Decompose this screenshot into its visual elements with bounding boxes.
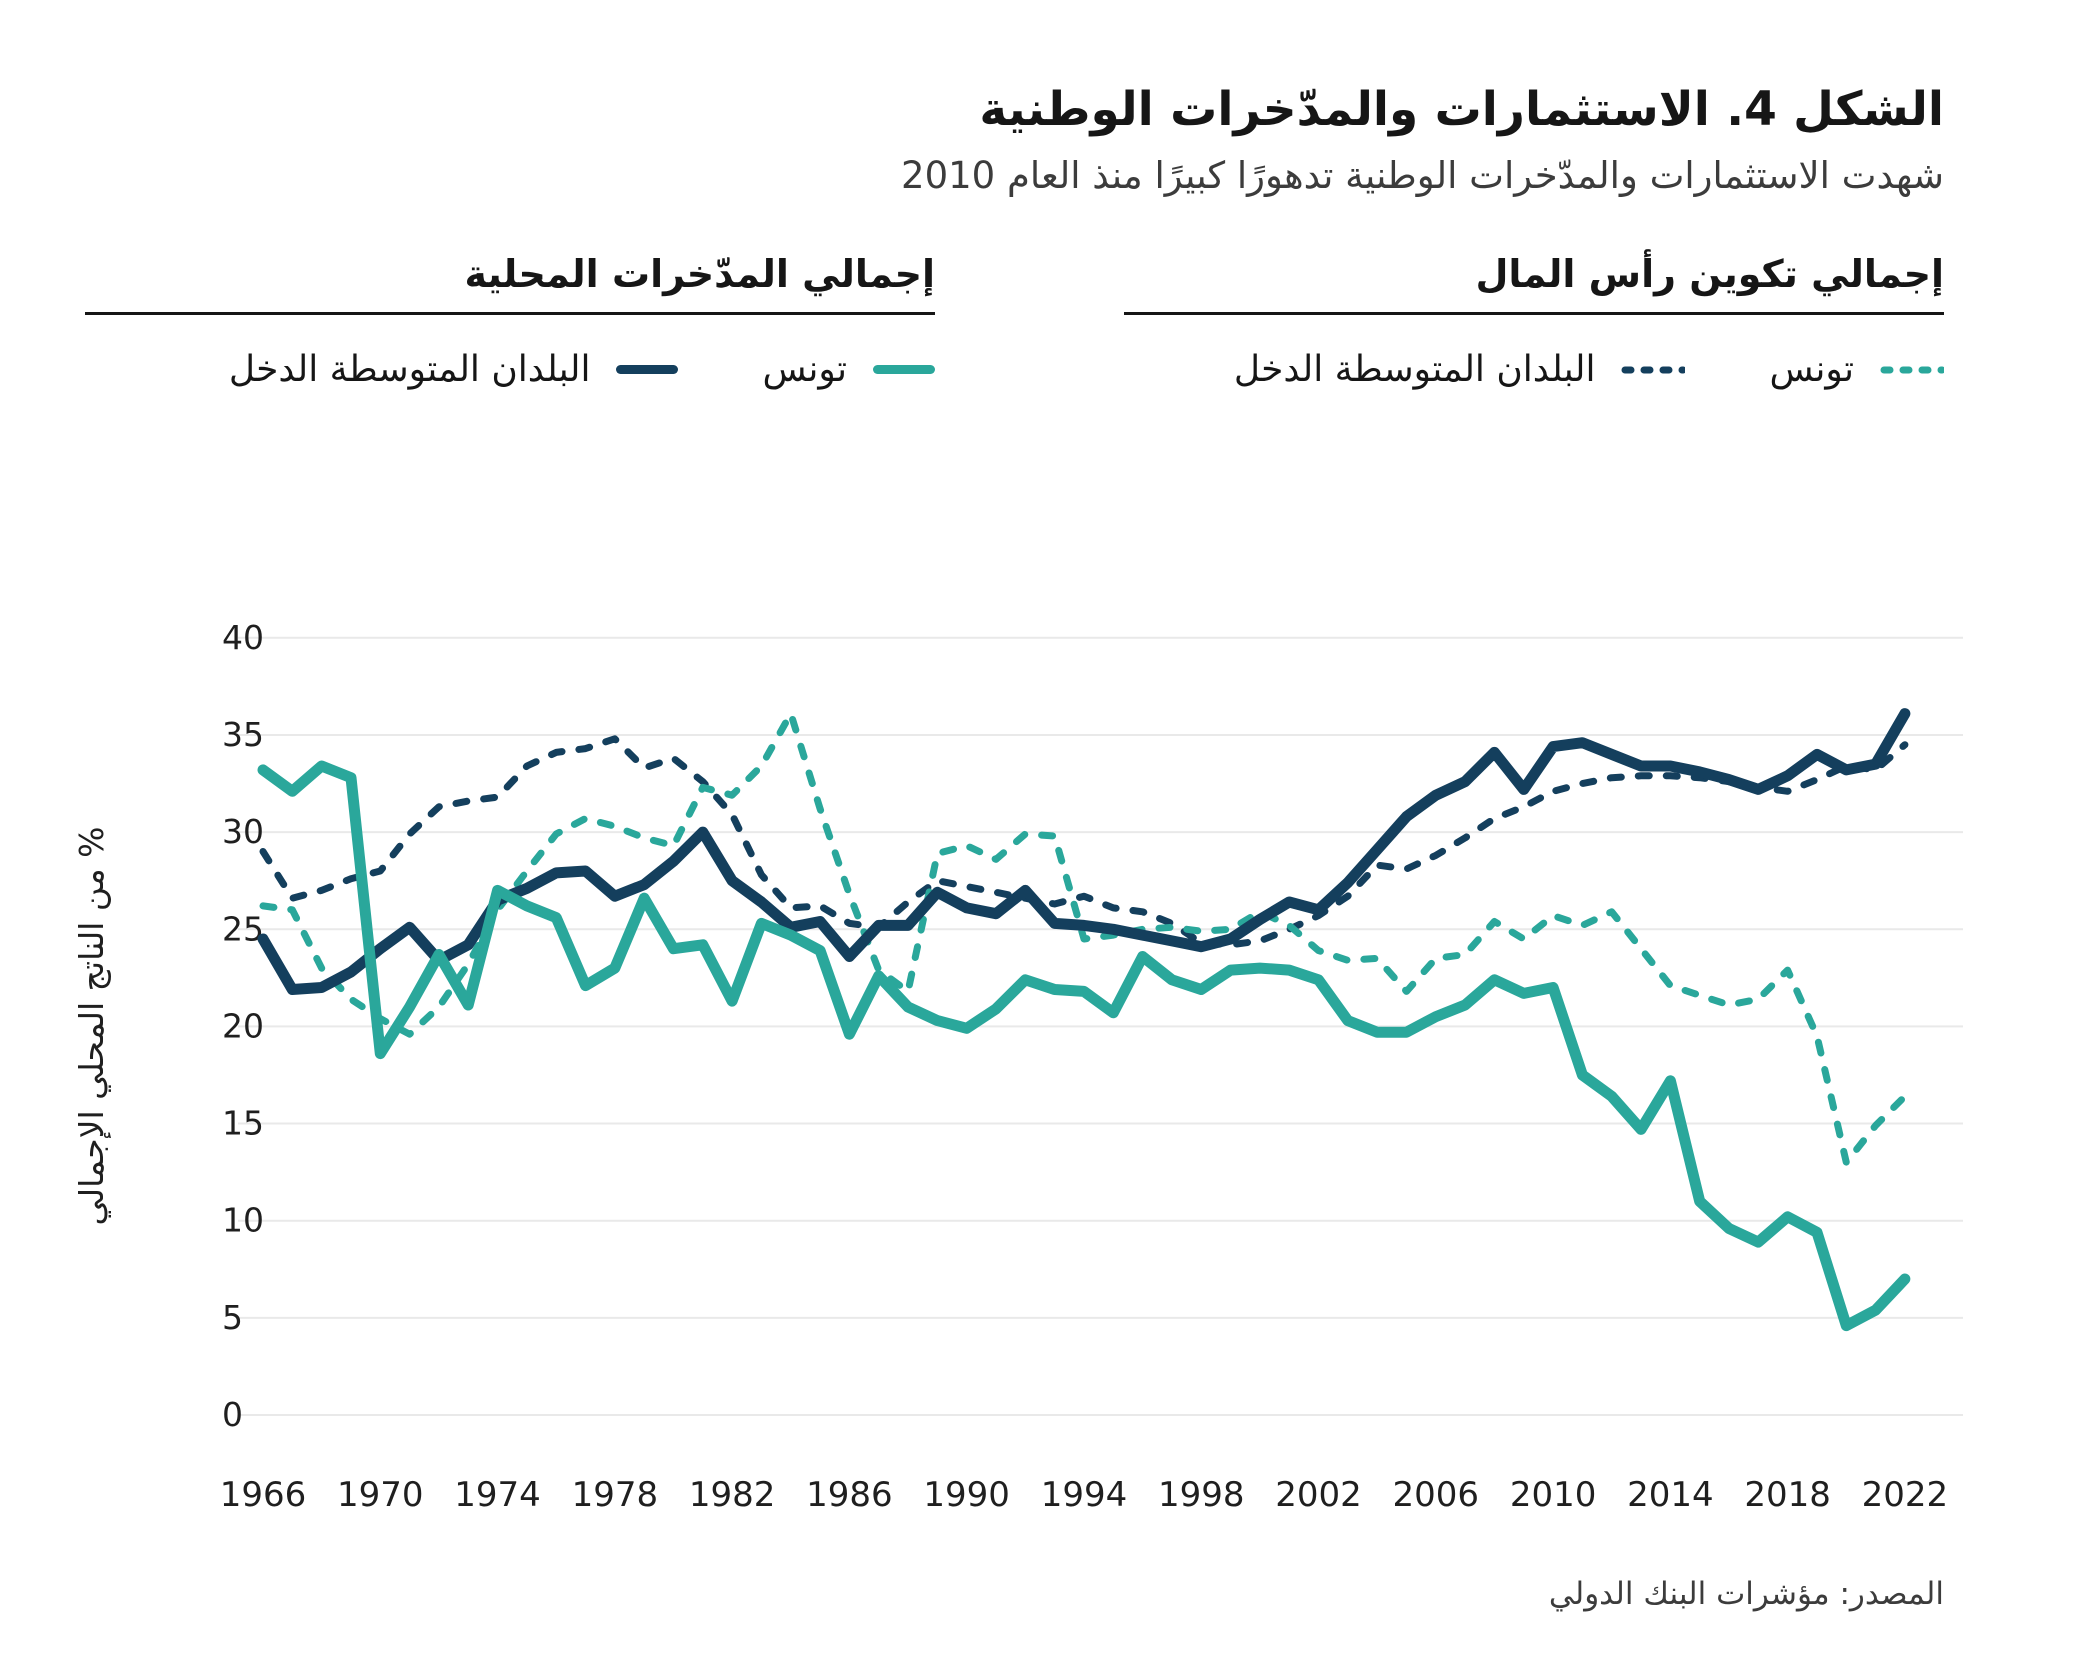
svg-text:2010: 2010 [1509, 1475, 1597, 1515]
figure-title: الشكل 4. الاستثمارات والمدّخرات الوطنية [979, 82, 1944, 138]
svg-text:10: 10 [222, 1200, 264, 1240]
dashed-navy-swatch-icon [1621, 365, 1685, 375]
legend-label-tunisia: تونس [1769, 349, 1854, 390]
legend-label-middle-income: البلدان المتوسطة الدخل [228, 349, 591, 390]
line-tunisia-savings [263, 766, 1905, 1326]
svg-text:20: 20 [222, 1006, 264, 1046]
svg-text:30: 30 [222, 812, 264, 852]
legend-savings-title: إجمالي المدّخرات المحلية [85, 252, 935, 315]
legend-label-middle-income: البلدان المتوسطة الدخل [1233, 349, 1596, 390]
y-axis-tick-labels [222, 618, 264, 1434]
svg-text:25: 25 [222, 909, 264, 949]
dashed-teal-swatch-icon [1880, 365, 1944, 375]
legend-capital-items [1124, 349, 1944, 390]
legend-capital-title: إجمالي تكوين رأس المال [1124, 252, 1944, 315]
svg-text:35: 35 [222, 714, 264, 754]
svg-text:2002: 2002 [1275, 1475, 1362, 1515]
svg-text:1974: 1974 [454, 1475, 541, 1515]
figure-subtitle: شهدت الاستثمارات والمدّخرات الوطنية تدهورًا كبيرًا منذ العام 2010 [901, 154, 1944, 197]
line-mic-savings [263, 714, 1905, 990]
gridlines [238, 638, 1963, 1415]
y-axis-title: % من الناتج المحلي الإجمالي [72, 826, 111, 1226]
x-axis-tick-labels [220, 1475, 1948, 1515]
solid-teal-swatch-icon [873, 365, 935, 374]
source-note: المصدر: مؤشرات البنك الدولي [1548, 1576, 1944, 1612]
svg-text:2022: 2022 [1861, 1475, 1949, 1515]
svg-text:0: 0 [222, 1395, 243, 1434]
svg-text:1998: 1998 [1157, 1475, 1245, 1515]
svg-text:1982: 1982 [688, 1475, 776, 1515]
svg-text:2018: 2018 [1744, 1475, 1831, 1515]
svg-text:2014: 2014 [1627, 1475, 1714, 1515]
svg-text:2006: 2006 [1392, 1475, 1480, 1515]
legend-label-tunisia: تونس [762, 349, 847, 390]
svg-text:5: 5 [222, 1297, 243, 1337]
svg-text:1986: 1986 [806, 1475, 893, 1515]
legend-item-tunisia-savings [762, 349, 935, 390]
svg-text:40: 40 [222, 617, 264, 657]
legend-item-tunisia-capital [1769, 349, 1944, 390]
legend-item-mic-savings [229, 349, 679, 390]
svg-text:15: 15 [222, 1103, 264, 1143]
svg-text:1966: 1966 [219, 1475, 307, 1515]
legend-domestic-savings [85, 252, 935, 390]
svg-text:1994: 1994 [1040, 1475, 1128, 1515]
svg-text:1990: 1990 [923, 1475, 1010, 1515]
solid-navy-swatch-icon [616, 365, 678, 374]
svg-text:1970: 1970 [337, 1475, 424, 1515]
legend-capital-formation [1124, 252, 1944, 390]
legend-item-mic-capital [1234, 349, 1686, 390]
svg-text:1978: 1978 [571, 1475, 659, 1515]
legend-savings-items [85, 349, 935, 390]
